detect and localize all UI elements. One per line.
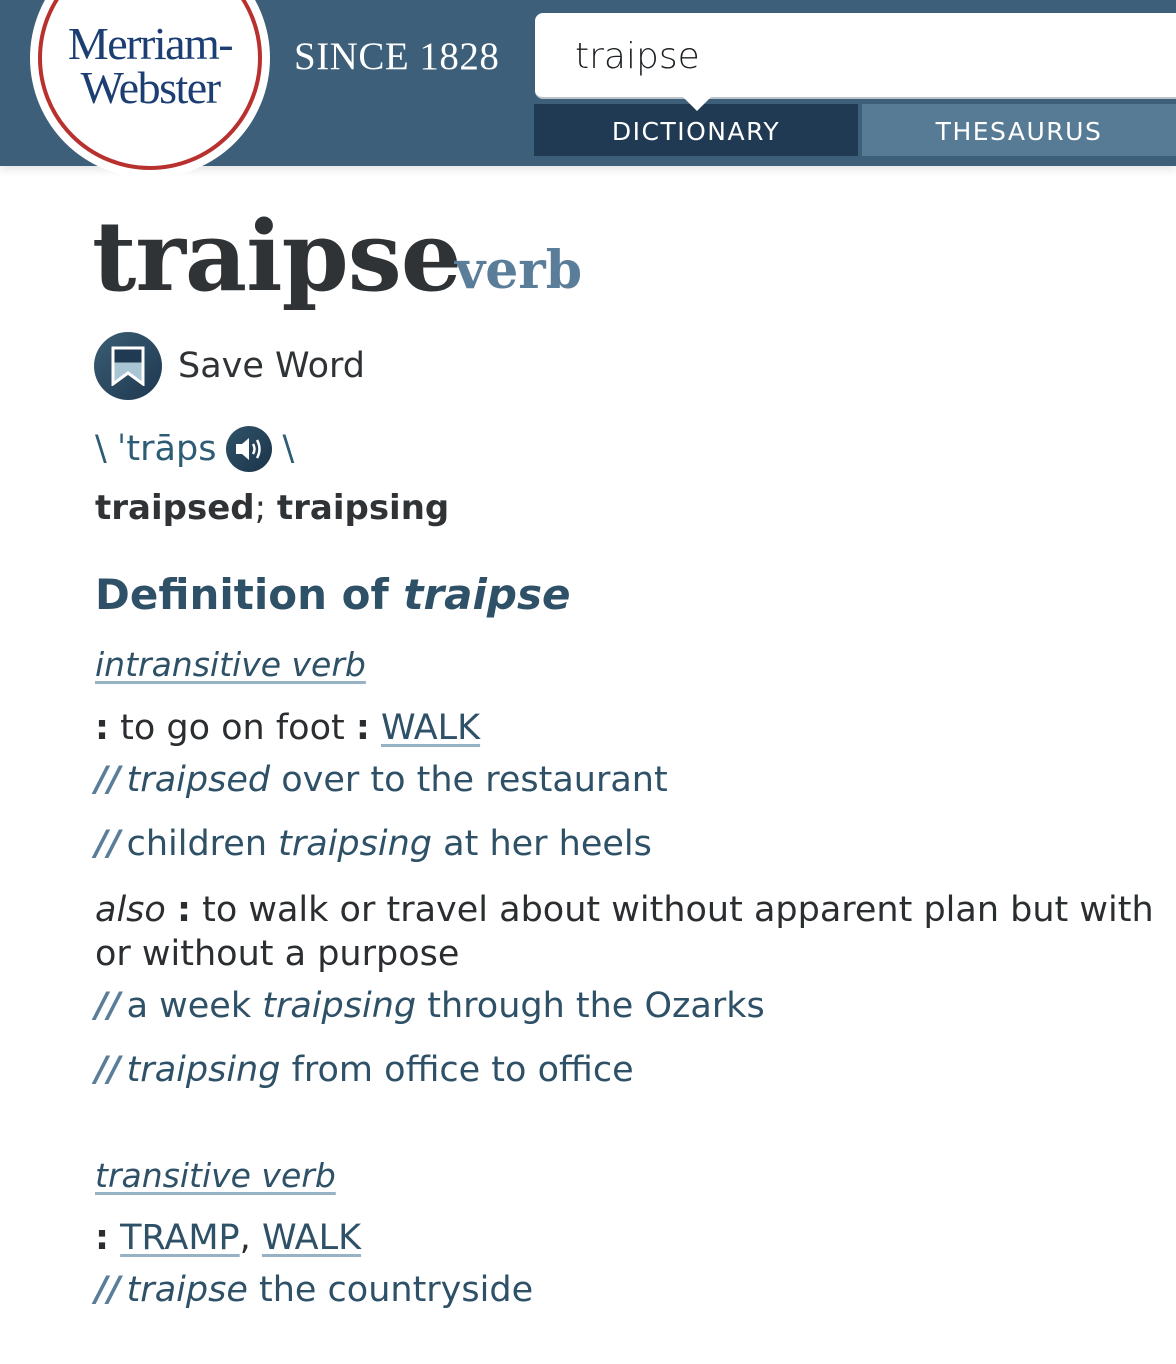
example-marker: // xyxy=(95,1050,121,1090)
xref-walk[interactable]: WALK xyxy=(381,708,481,748)
part-of-speech-link[interactable]: verb xyxy=(455,240,583,301)
logo-text xyxy=(30,18,270,113)
example-marker: // xyxy=(95,986,121,1026)
tab-thesaurus[interactable]: THESAURUS xyxy=(862,104,1176,156)
logo-line-1: Merriam- xyxy=(67,18,233,69)
example-marker: // xyxy=(95,824,121,864)
example-text: the countryside xyxy=(247,1270,534,1310)
inflections xyxy=(95,488,449,528)
sense-label-also: also xyxy=(95,890,166,930)
definition-heading xyxy=(95,570,570,619)
play-audio-button[interactable] xyxy=(226,426,272,472)
pron-text: ˈtrāps xyxy=(116,429,217,469)
inflection-present-participle: traipsing xyxy=(276,488,450,528)
sense-transitive xyxy=(95,1216,1155,1260)
sense-colon: : xyxy=(176,890,191,930)
pronunciation xyxy=(95,426,294,472)
definition-heading-word: traipse xyxy=(403,570,571,619)
example-text: through the Ozarks xyxy=(416,986,765,1026)
pron-close-slash: \ xyxy=(282,429,295,469)
pos-transitive-verb[interactable]: transitive verb xyxy=(95,1156,336,1195)
example-text: at her heels xyxy=(432,824,652,864)
example-headword: traipsing xyxy=(262,986,417,1026)
active-tab-pointer xyxy=(683,97,711,111)
save-word-button[interactable] xyxy=(94,332,365,400)
headword: traipse xyxy=(92,200,461,313)
example-text: a week xyxy=(126,986,263,1026)
example-text: from office to office xyxy=(280,1050,634,1090)
definition-heading-prefix: Definition of xyxy=(95,570,404,619)
example-text: children xyxy=(126,824,279,864)
tagline: SINCE 1828 xyxy=(294,35,500,78)
example-headword: traipsing xyxy=(126,1050,281,1090)
example-text: over to the restaurant xyxy=(270,760,668,800)
sense-colon: : xyxy=(355,708,370,748)
example-2 xyxy=(95,824,652,864)
example-marker: // xyxy=(95,760,121,800)
logo-line-2: Webster xyxy=(80,62,220,113)
bookmark-icon xyxy=(94,332,162,400)
example-1 xyxy=(95,760,668,800)
pron-open-slash: \ xyxy=(95,429,107,469)
example-5 xyxy=(95,1270,533,1310)
inflection-separator: ; xyxy=(254,488,277,528)
example-3 xyxy=(95,986,765,1026)
example-headword: traipse xyxy=(126,1270,248,1310)
example-headword: traipsing xyxy=(278,824,433,864)
example-marker: // xyxy=(95,1270,121,1310)
sense-also xyxy=(95,888,1155,976)
pos-intransitive-verb[interactable]: intransitive verb xyxy=(95,645,366,684)
search-input[interactable] xyxy=(575,31,1135,81)
tab-dictionary[interactable]: DICTIONARY xyxy=(534,104,858,156)
xref-separator: , xyxy=(239,1218,251,1258)
xref-walk[interactable]: WALK xyxy=(261,1218,362,1258)
sense-text: to walk or travel about without apparent plan but with or without a purpose xyxy=(95,890,1154,974)
save-word-label: Save Word xyxy=(178,346,365,386)
search-box[interactable] xyxy=(535,13,1176,99)
sense-colon: : xyxy=(95,1218,109,1258)
sense-colon: : xyxy=(95,708,109,748)
example-4 xyxy=(95,1050,634,1090)
sense-text: to go on foot xyxy=(109,708,356,748)
sense-1 xyxy=(95,706,1155,750)
inflection-past: traipsed xyxy=(95,488,255,528)
speaker-icon xyxy=(234,436,264,462)
example-headword: traipsed xyxy=(126,760,271,800)
xref-tramp[interactable]: TRAMP xyxy=(120,1218,240,1258)
